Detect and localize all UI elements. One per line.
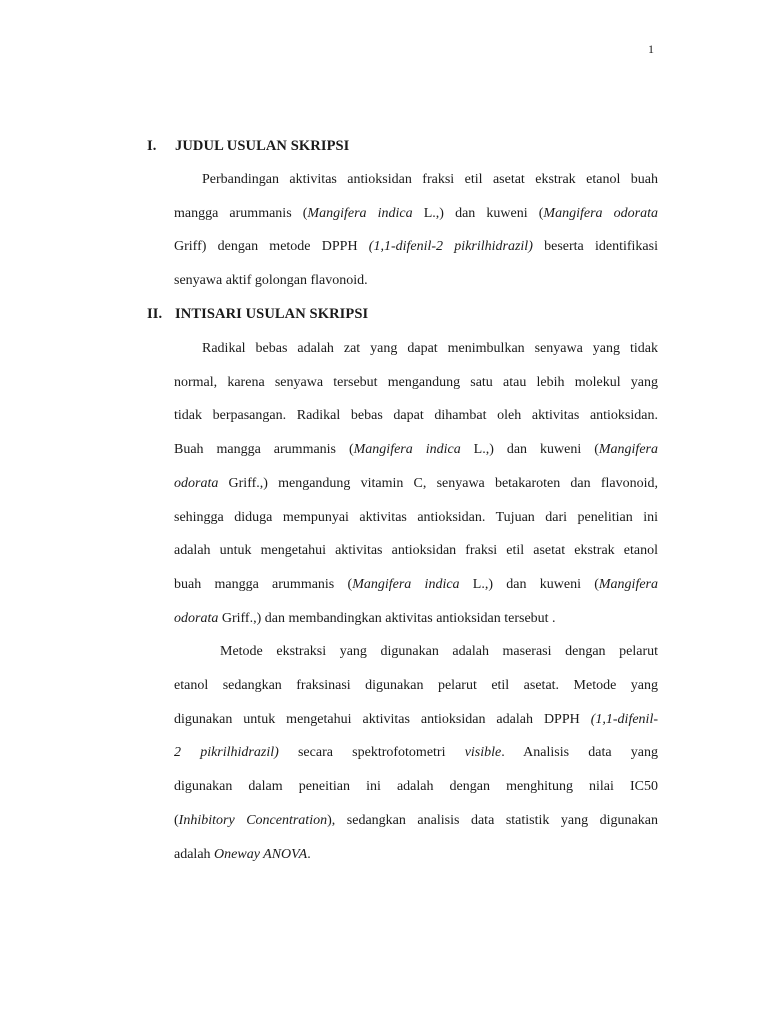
- text-line: [202, 171, 658, 189]
- text-run: L.,) dan kuweni (: [460, 442, 599, 457]
- text-run: etanol sedangkan fraksinasi digunakan pelarut etil asetat. Metode yang: [174, 678, 658, 693]
- text-run: Metode ekstraksi yang digunakan adalah maserasi dengan pelarut: [220, 644, 658, 659]
- italic-text: Mangifera: [598, 577, 658, 592]
- text-line: [174, 205, 658, 223]
- text-run: sehingga diduga mempunyai aktivitas antioksidan. Tujuan dari penelitian ini: [174, 510, 658, 525]
- text-run: ), sedangkan analisis data statistik yang digunakan: [327, 813, 658, 828]
- text-line: [174, 542, 658, 560]
- italic-text: Mangifera indica: [352, 577, 460, 592]
- section-heading-2: [147, 306, 368, 323]
- italic-text: Mangifera indica: [307, 206, 413, 221]
- text-run: digunakan dalam peneitian ini adalah dengan menghitung nilai IC50: [174, 779, 658, 794]
- text-run: digunakan untuk mengetahui aktivitas antioksidan adalah DPPH: [174, 712, 591, 727]
- text-line: [174, 677, 658, 695]
- text-run: (: [174, 813, 179, 828]
- text-line: [174, 238, 658, 256]
- text-line: [174, 576, 658, 594]
- text-run: mangga arummanis (: [174, 206, 308, 221]
- text-run: L.,) dan kuweni (: [412, 206, 544, 221]
- text-run: L.,) dan kuweni (: [459, 577, 599, 592]
- text-line: [174, 374, 658, 392]
- italic-text: Mangifera odorata: [543, 206, 658, 221]
- text-run: normal, karena senyawa tersebut mengandung satu atau lebih molekul yang: [174, 375, 658, 390]
- italic-text: odorata: [174, 476, 219, 491]
- text-run: adalah untuk mengetahui aktivitas antioksidan fraksi etil asetat ekstrak etanol: [174, 543, 658, 558]
- text-run: Griff.,) dan membandingkan aktivitas antioksidan tersebut .: [218, 611, 556, 626]
- text-line: [174, 812, 658, 830]
- section-title: JUDUL USULAN SKRIPSI: [175, 138, 350, 154]
- text-run: tidak berpasangan. Radikal bebas dapat dihambat oleh aktivitas antioksidan.: [174, 408, 658, 423]
- section-number: II.: [147, 306, 163, 322]
- text-line: [174, 778, 658, 796]
- text-run: Perbandingan aktivitas antioksidan fraksi etil asetat ekstrak etanol buah: [202, 172, 658, 187]
- section-title: INTISARI USULAN SKRIPSI: [175, 306, 369, 322]
- text-run: Griff.,) mengandung vitamin C, senyawa betakaroten dan flavonoid,: [218, 476, 658, 491]
- text-line: [174, 711, 658, 729]
- text-run: adalah: [174, 847, 215, 862]
- text-run: . Analisis data yang: [501, 745, 659, 760]
- text-line: [174, 407, 658, 425]
- italic-text: visible: [464, 745, 502, 760]
- text-line: [220, 643, 658, 661]
- text-line: [174, 272, 658, 290]
- italic-text: (1,1-difenil-: [590, 712, 658, 727]
- text-run: .: [307, 847, 311, 862]
- text-line: [174, 846, 658, 864]
- text-run: Radikal bebas adalah zat yang dapat menimbulkan senyawa yang tidak: [202, 341, 658, 356]
- text-line: [174, 610, 658, 628]
- italic-text: odorata: [174, 611, 219, 626]
- text-line: [174, 441, 658, 459]
- text-run: beserta identifikasi: [532, 239, 658, 254]
- page-number: 1: [648, 42, 654, 56]
- italic-text: Inhibitory Concentration: [178, 813, 328, 828]
- text-line: [174, 744, 658, 762]
- text-run: secara spektrofotometri: [278, 745, 465, 760]
- section-heading-1: [147, 138, 349, 155]
- section-number: I.: [147, 138, 157, 154]
- italic-text: Mangifera indica: [353, 442, 461, 457]
- text-line: [174, 475, 658, 493]
- text-run: buah mangga arummanis (: [174, 577, 353, 592]
- italic-text: Mangifera: [598, 442, 658, 457]
- text-line: [174, 509, 658, 527]
- text-run: Buah mangga arummanis (: [174, 442, 354, 457]
- italic-text: (1,1-difenil-2 pikrilhidrazil): [368, 239, 533, 254]
- italic-text: 2 pikrilhidrazil): [174, 745, 279, 760]
- text-run: Griff) dengan metode DPPH: [174, 239, 369, 254]
- text-line: [202, 340, 658, 358]
- italic-text: Oneway ANOVA: [214, 847, 308, 862]
- text-run: senyawa aktif golongan flavonoid.: [174, 273, 368, 288]
